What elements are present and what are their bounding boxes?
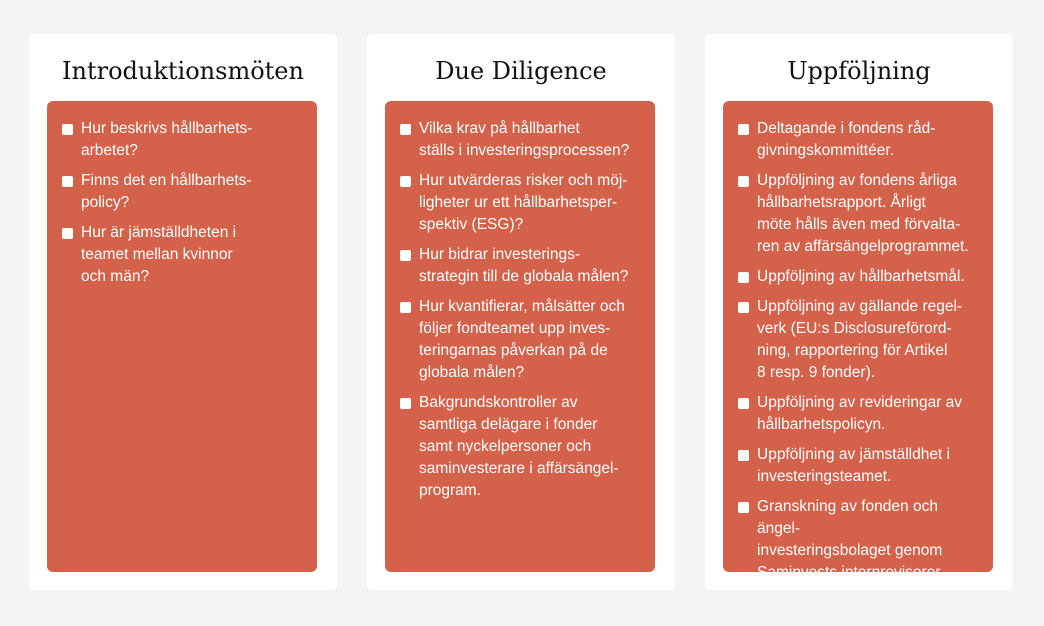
list-item bbox=[738, 170, 979, 258]
list-item-text: Hur beskrivs hållbarhets- arbetet? bbox=[81, 120, 253, 159]
list-item bbox=[738, 496, 979, 584]
column-title: Introduktionsmöten bbox=[62, 57, 304, 85]
list-item-text: Hur bidrar investerings- strategin till de globala målen? bbox=[419, 246, 629, 285]
list-item-text: Uppföljning av fondens årliga hållbarhetsrapport. Årligt möte hålls även med förvalta- ren av affärsängelprogrammet. bbox=[757, 172, 969, 255]
question-list bbox=[385, 101, 655, 502]
square-bullet-icon bbox=[400, 398, 411, 409]
square-bullet-icon bbox=[62, 124, 73, 135]
question-list bbox=[723, 101, 993, 584]
square-bullet-icon bbox=[738, 272, 749, 283]
list-item-text: Uppföljning av gällande regel- verk (EU:s Disclosureförord- ning, rapportering för Artikel 8 resp. 9 fonder). bbox=[757, 298, 963, 381]
list-item-text: Hur är jämställdheten i teamet mellan kvinnor och män? bbox=[81, 224, 237, 285]
column-uppfoljning bbox=[705, 34, 1013, 590]
list-item bbox=[400, 170, 641, 236]
list-item bbox=[738, 296, 979, 384]
list-item-text: Uppföljning av jämställdhet i investeringsteamet. bbox=[757, 446, 950, 485]
question-panel bbox=[47, 101, 317, 572]
list-item bbox=[738, 266, 979, 288]
list-item bbox=[738, 392, 979, 436]
square-bullet-icon bbox=[738, 398, 749, 409]
square-bullet-icon bbox=[738, 502, 749, 513]
list-item bbox=[738, 118, 979, 162]
list-item-text: Hur kvantifierar, målsätter och följer fondteamet upp inves- teringarnas påverkan på de globala målen? bbox=[419, 298, 625, 381]
list-item-text: Uppföljning av revideringar av hållbarhetspolicyn. bbox=[757, 394, 963, 433]
list-item bbox=[400, 118, 641, 162]
list-item bbox=[400, 244, 641, 288]
column-title: Uppföljning bbox=[787, 57, 931, 85]
square-bullet-icon bbox=[400, 302, 411, 313]
list-item-text: Vilka krav på hållbarhet ställs i investeringsprocessen? bbox=[419, 120, 630, 159]
list-item-text: Granskning av fonden och ängel- investeringsbolaget genom Saminvests internrevisorer. bbox=[757, 498, 944, 581]
square-bullet-icon bbox=[738, 124, 749, 135]
square-bullet-icon bbox=[738, 450, 749, 461]
list-item-text: Finns det en hållbarhets- policy? bbox=[81, 172, 252, 211]
column-title: Due Diligence bbox=[435, 57, 607, 85]
column-due-diligence bbox=[367, 34, 675, 590]
list-item bbox=[738, 444, 979, 488]
question-panel bbox=[723, 101, 993, 581]
column-introduktionsmoten bbox=[29, 34, 337, 590]
square-bullet-icon bbox=[738, 302, 749, 313]
square-bullet-icon bbox=[62, 228, 73, 239]
question-list bbox=[47, 101, 317, 288]
square-bullet-icon bbox=[400, 124, 411, 135]
list-item-text: Uppföljning av hållbarhetsmål. bbox=[757, 268, 965, 285]
list-item bbox=[400, 296, 641, 384]
list-item-text: Hur utvärderas risker och möj- ligheter ur ett hållbarhetsper- spektiv (ESG)? bbox=[419, 172, 628, 233]
list-item bbox=[62, 222, 303, 288]
list-item-text: Deltagande i fondens råd- givningskommittéer. bbox=[757, 120, 936, 159]
question-panel bbox=[385, 101, 655, 572]
list-item bbox=[400, 392, 641, 502]
process-columns bbox=[29, 34, 1013, 590]
square-bullet-icon bbox=[400, 250, 411, 261]
list-item-text: Bakgrundskontroller av samtliga delägare i fonder samt nyckelpersoner och saminvesterare i affärsängel- program. bbox=[419, 394, 619, 499]
square-bullet-icon bbox=[400, 176, 411, 187]
square-bullet-icon bbox=[738, 176, 749, 187]
list-item bbox=[62, 170, 303, 214]
square-bullet-icon bbox=[62, 176, 73, 187]
list-item bbox=[62, 118, 303, 162]
